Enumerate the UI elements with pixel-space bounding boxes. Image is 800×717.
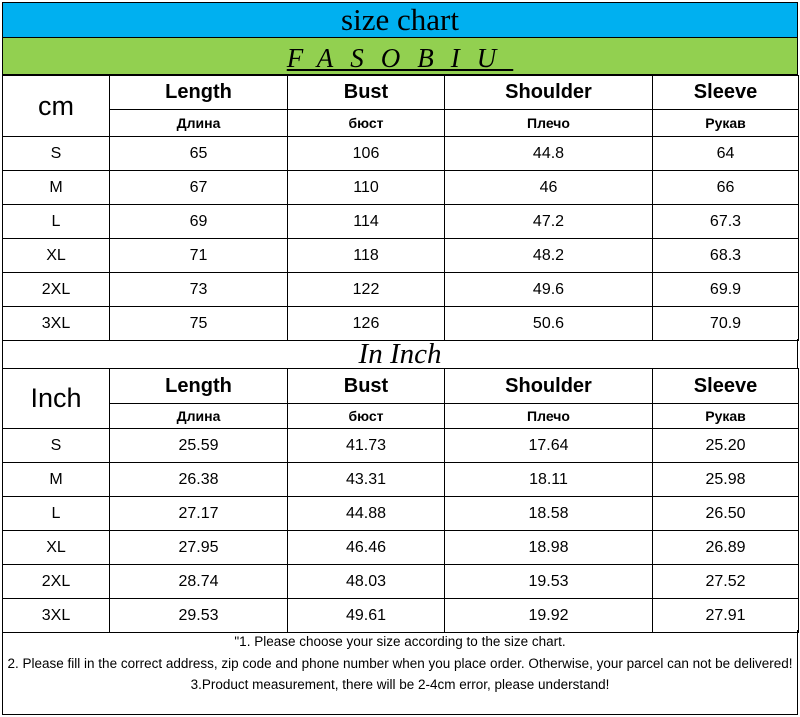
note-3: 3.Product measurement, there will be 2-4cm error, please understand! xyxy=(190,677,610,692)
cm-cell-size: 3XL xyxy=(3,307,110,341)
note-2: 2. Please fill in the correct address, zip code and phone number when you place order. Otherwise, your parcel can not be delivered! xyxy=(7,655,793,671)
inch-cell-size: M xyxy=(3,463,110,497)
inch-header-length: Length xyxy=(110,369,288,404)
cm-cell-sleeve: 69.9 xyxy=(653,273,799,307)
cm-cell-sleeve: 67.3 xyxy=(653,205,799,239)
inch-table-body xyxy=(3,429,799,633)
header-length-ru: Длина xyxy=(110,110,288,137)
inch-cell-shoulder: 17.64 xyxy=(445,429,653,463)
inch-header-sleeve-ru: Рукав xyxy=(653,404,799,429)
inch-row xyxy=(3,531,799,565)
cm-cell-length: 67 xyxy=(110,171,288,205)
inch-header-bust: Bust xyxy=(288,369,445,404)
cm-row xyxy=(3,171,799,205)
inch-cell-bust: 41.73 xyxy=(288,429,445,463)
inch-cell-sleeve: 25.20 xyxy=(653,429,799,463)
header-sleeve-ru: Рукав xyxy=(653,110,799,137)
cm-unit-label: cm xyxy=(3,76,110,137)
cm-cell-shoulder: 44.8 xyxy=(445,137,653,171)
inch-header-length-ru: Длина xyxy=(110,404,288,429)
cm-cell-shoulder: 50.6 xyxy=(445,307,653,341)
cm-cell-length: 69 xyxy=(110,205,288,239)
cm-cell-bust: 118 xyxy=(288,239,445,273)
inch-cell-sleeve: 27.52 xyxy=(653,565,799,599)
cm-cell-length: 65 xyxy=(110,137,288,171)
inch-cell-sleeve: 26.89 xyxy=(653,531,799,565)
inch-cell-bust: 43.31 xyxy=(288,463,445,497)
inch-row xyxy=(3,599,799,633)
cm-cell-length: 73 xyxy=(110,273,288,307)
inch-cell-bust: 49.61 xyxy=(288,599,445,633)
cm-cell-shoulder: 46 xyxy=(445,171,653,205)
inch-cell-length: 29.53 xyxy=(110,599,288,633)
chart-title: size chart xyxy=(2,2,798,38)
brand-name: FASOBIU xyxy=(2,38,798,75)
cm-cell-bust: 110 xyxy=(288,171,445,205)
inch-cell-size: 3XL xyxy=(3,599,110,633)
header-bust: Bust xyxy=(288,76,445,110)
cm-row xyxy=(3,205,799,239)
cm-header-row-en xyxy=(3,76,799,110)
cm-cell-sleeve: 66 xyxy=(653,171,799,205)
cm-cell-length: 75 xyxy=(110,307,288,341)
inch-cell-length: 26.38 xyxy=(110,463,288,497)
inch-cell-bust: 44.88 xyxy=(288,497,445,531)
inch-row xyxy=(3,565,799,599)
cm-cell-sleeve: 70.9 xyxy=(653,307,799,341)
header-shoulder-ru: Плечо xyxy=(445,110,653,137)
cm-cell-shoulder: 48.2 xyxy=(445,239,653,273)
cm-table-body xyxy=(3,137,799,341)
inch-cell-length: 27.17 xyxy=(110,497,288,531)
inch-cell-shoulder: 18.58 xyxy=(445,497,653,531)
inch-header-shoulder-ru: Плечо xyxy=(445,404,653,429)
cm-cell-size: 2XL xyxy=(3,273,110,307)
cm-cell-sleeve: 64 xyxy=(653,137,799,171)
inch-cell-size: L xyxy=(3,497,110,531)
cm-cell-size: S xyxy=(3,137,110,171)
inch-cell-sleeve: 26.50 xyxy=(653,497,799,531)
inch-header-row-ru xyxy=(3,404,799,429)
cm-cell-length: 71 xyxy=(110,239,288,273)
inch-table xyxy=(2,368,799,633)
cm-cell-size: XL xyxy=(3,239,110,273)
inch-cell-shoulder: 19.53 xyxy=(445,565,653,599)
cm-cell-size: L xyxy=(3,205,110,239)
note-1: "1. Please choose your size according to the size chart. xyxy=(234,634,566,649)
inch-section-title: In Inch xyxy=(2,339,798,368)
cm-cell-shoulder: 49.6 xyxy=(445,273,653,307)
inch-header-row-en xyxy=(3,369,799,404)
cm-row xyxy=(3,307,799,341)
cm-table xyxy=(2,75,799,341)
inch-cell-shoulder: 18.98 xyxy=(445,531,653,565)
cm-cell-bust: 122 xyxy=(288,273,445,307)
inch-cell-size: XL xyxy=(3,531,110,565)
cm-cell-bust: 126 xyxy=(288,307,445,341)
inch-cell-length: 28.74 xyxy=(110,565,288,599)
cm-cell-size: M xyxy=(3,171,110,205)
inch-unit-label: Inch xyxy=(3,369,110,429)
cm-cell-shoulder: 47.2 xyxy=(445,205,653,239)
cm-cell-bust: 114 xyxy=(288,205,445,239)
inch-cell-sleeve: 25.98 xyxy=(653,463,799,497)
header-bust-ru: бюст xyxy=(288,110,445,137)
cm-cell-sleeve: 68.3 xyxy=(653,239,799,273)
header-length: Length xyxy=(110,76,288,110)
inch-header-sleeve: Sleeve xyxy=(653,369,799,404)
notes-section xyxy=(2,630,798,715)
inch-cell-shoulder: 19.92 xyxy=(445,599,653,633)
cm-row xyxy=(3,137,799,171)
cm-row xyxy=(3,273,799,307)
cm-row xyxy=(3,239,799,273)
header-shoulder: Shoulder xyxy=(445,76,653,110)
inch-cell-size: S xyxy=(3,429,110,463)
inch-cell-length: 27.95 xyxy=(110,531,288,565)
inch-cell-sleeve: 27.91 xyxy=(653,599,799,633)
cm-header-row-ru xyxy=(3,110,799,137)
inch-row xyxy=(3,429,799,463)
inch-cell-bust: 48.03 xyxy=(288,565,445,599)
inch-row xyxy=(3,497,799,531)
inch-cell-length: 25.59 xyxy=(110,429,288,463)
header-sleeve: Sleeve xyxy=(653,76,799,110)
cm-cell-bust: 106 xyxy=(288,137,445,171)
inch-header-shoulder: Shoulder xyxy=(445,369,653,404)
inch-header-bust-ru: бюст xyxy=(288,404,445,429)
inch-cell-size: 2XL xyxy=(3,565,110,599)
inch-cell-shoulder: 18.11 xyxy=(445,463,653,497)
inch-cell-bust: 46.46 xyxy=(288,531,445,565)
inch-row xyxy=(3,463,799,497)
